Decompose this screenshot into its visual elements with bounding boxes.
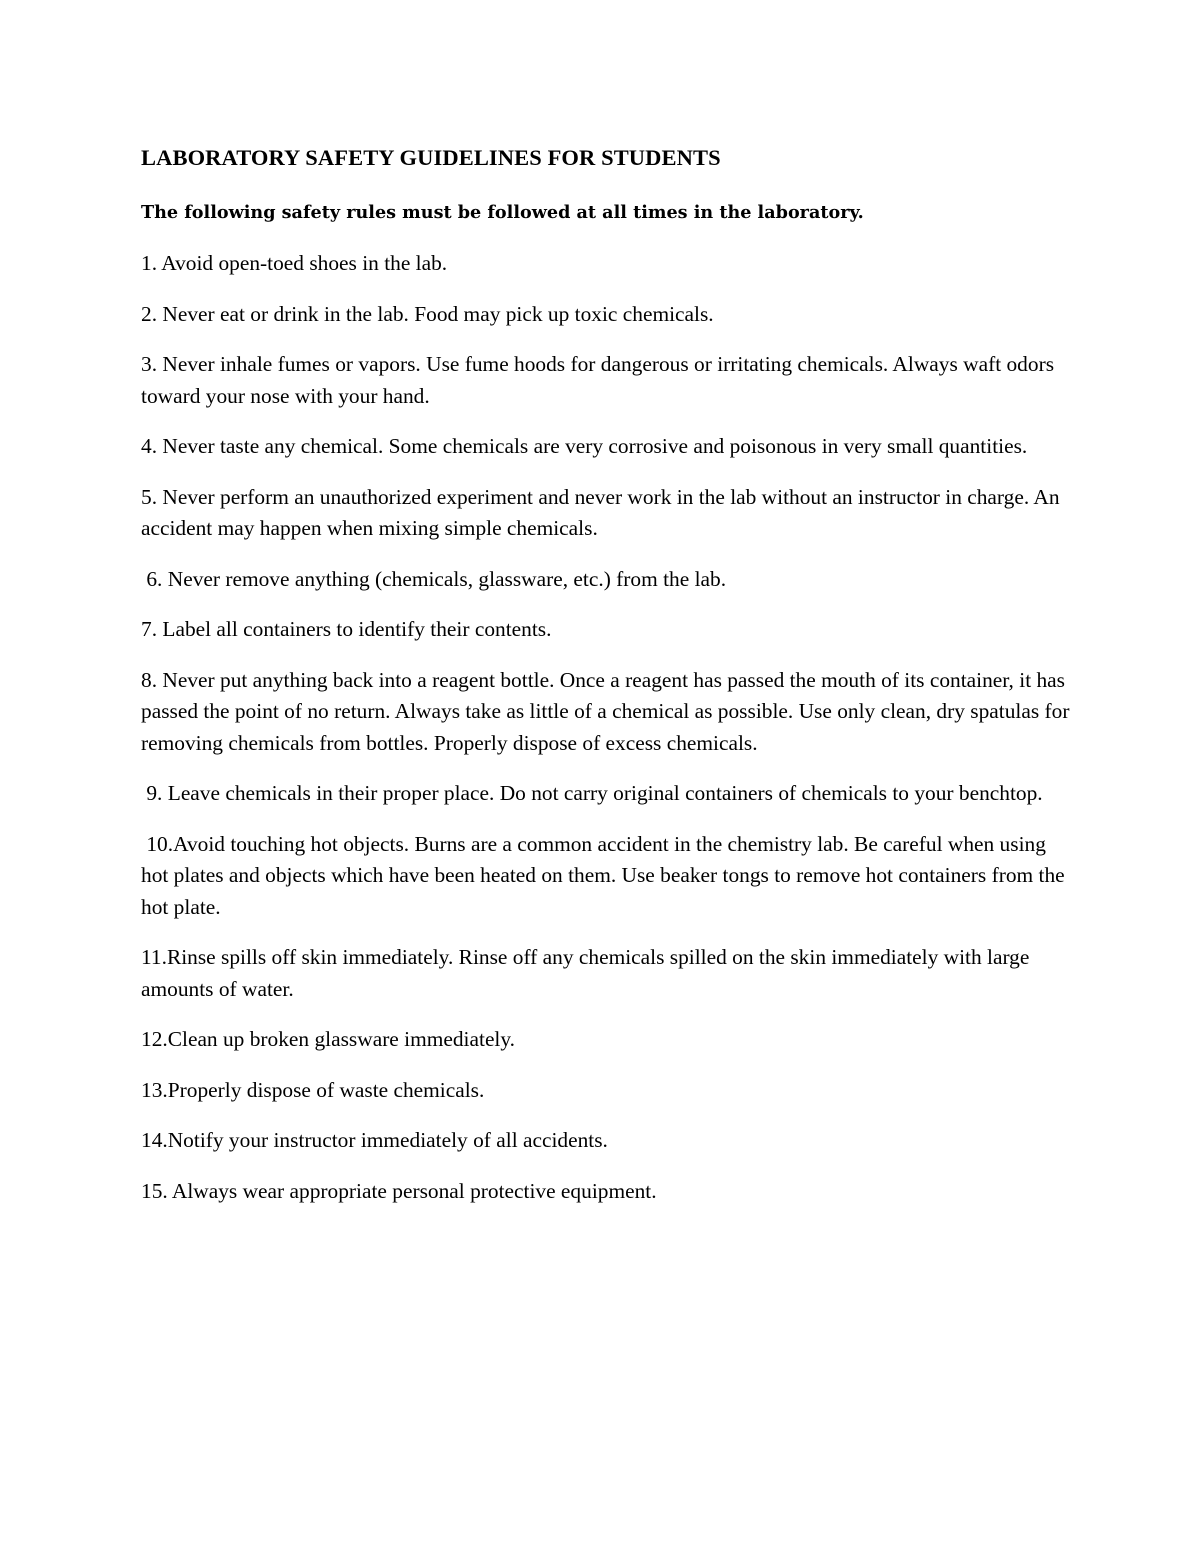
rule-item-1: 1. Avoid open-toed shoes in the lab. [141,251,448,275]
rule-item-2: 2. Never eat or drink in the lab. Food may pick up toxic chemicals. [141,301,714,326]
rule-item-9: 9. Leave chemicals in their proper place. Do not carry original containers of chemicals to your benchtop. [141,781,1043,805]
rule-item-6: 6. Never remove anything (chemicals, glassware, etc.) from the lab. [141,566,727,591]
rule-item-15: 15. Always wear appropriate personal protective equipment. [141,1178,657,1203]
rule-item-10: 10.Avoid touching hot objects. Burns are a common accident in the chemistry lab. Be careful when using hot plates and objects which have been heated on them. Use beaker tongs to remove hot containers from the hot plate. [141,831,1071,919]
rule-item-11: 11.Rinse spills off skin immediately. Rinse off any chemicals spilled on the skin immediately with large amounts of water. [141,945,1035,1001]
rule-item-8: 8. Never put anything back into a reagent bottle. Once a reagent has passed the mouth of its container, it has passed the point of no return. Always take as little of a chemical as possible. Use only clean, dry spatulas for removing chemicals from bottles. Properly dispose of excess chemicals. [141,667,1075,755]
rule-item-3: 3. Never inhale fumes or vapors. Use fume hoods for dangerous or irritating chemicals. Always waft odors toward your nose with your hand. [141,352,1060,408]
rule-item-7: 7. Label all containers to identify their contents. [141,617,552,641]
rule-item-12: 12.Clean up broken glassware immediately. [141,1027,516,1051]
rule-item-5: 5. Never perform an unauthorized experiment and never work in the lab without an instructor in charge. An accident may happen when mixing simple chemicals. [141,484,1065,540]
rule-item-13: 13.Properly dispose of waste chemicals. [141,1077,485,1102]
rule-item-4: 4. Never taste any chemical. Some chemicals are very corrosive and poisonous in very small quantities. [141,434,1028,458]
document-intro: The following safety rules must be followed at all times in the laboratory. [141,202,864,223]
document-title: LABORATORY SAFETY GUIDELINES FOR STUDENTS [141,145,721,170]
document-body [141,143,1075,1226]
rule-item-14: 14.Notify your instructor immediately of all accidents. [141,1128,608,1152]
